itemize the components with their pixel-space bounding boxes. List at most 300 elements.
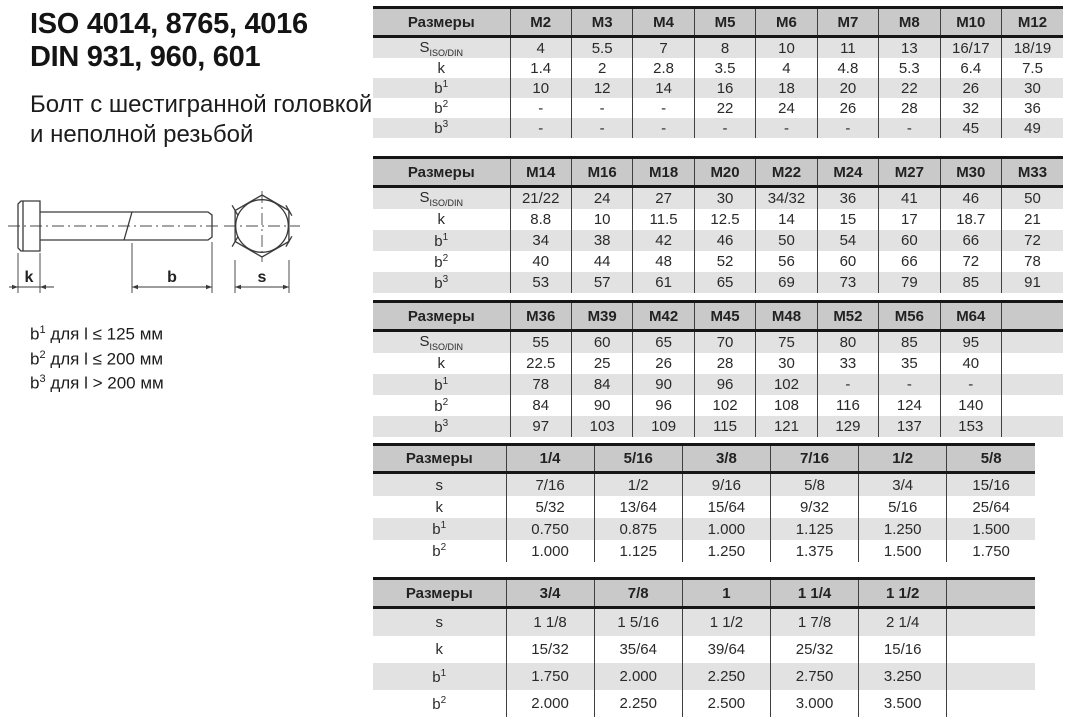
size-column-header: 3/8: [682, 445, 770, 473]
value-cell: 14: [756, 209, 817, 230]
table-row: [373, 496, 1035, 518]
size-column-header: M36: [510, 302, 571, 331]
value-cell: 34: [510, 230, 571, 251]
size-column-header: M33: [1017, 163, 1048, 181]
title-iso-line: ISO 4014, 8765, 4016: [30, 8, 308, 40]
dimension-k-label: k: [24, 269, 34, 286]
value-cell: 28: [879, 98, 940, 118]
value-cell: 116: [817, 395, 878, 416]
value-cell: 65: [633, 331, 694, 354]
row-label: $b^1$: [373, 78, 510, 98]
value-cell: 5/8: [770, 473, 858, 497]
dimension-b: [132, 242, 212, 293]
value-cell: -: [510, 118, 571, 138]
page-subtitle: [30, 90, 372, 150]
value-cell: 39/64: [682, 636, 770, 663]
row-label: $b^1$: [373, 374, 510, 395]
value-cell: 54: [817, 230, 878, 251]
value-cell: 109: [633, 416, 694, 437]
dimension-b-label: b: [167, 269, 177, 286]
value-cell: 96: [633, 395, 694, 416]
corner-header: Размеры: [373, 302, 510, 331]
value-cell: 52: [694, 251, 755, 272]
value-cell: 22: [879, 78, 940, 98]
value-cell: 42: [633, 230, 694, 251]
value-cell: 50: [756, 230, 817, 251]
value-cell: 78: [1024, 253, 1041, 270]
value-cell: 33: [817, 353, 878, 374]
size-column-header: 5/16: [594, 445, 682, 473]
value-cell: 84: [571, 374, 632, 395]
size-column-header: M30: [940, 158, 1001, 187]
table-row: [373, 374, 1063, 395]
value-cell: 48: [633, 251, 694, 272]
value-cell: 103: [571, 416, 632, 437]
value-cell: -: [817, 374, 878, 395]
value-cell: 1.250: [859, 518, 947, 540]
value-cell: 72: [1024, 232, 1041, 249]
value-cell: 80: [817, 331, 878, 354]
value-cell: 55: [510, 331, 571, 354]
value-cell: 3.250: [859, 663, 947, 690]
row-label: $b^1$: [373, 663, 506, 690]
thread-length-notes: [30, 320, 164, 394]
value-cell: 97: [510, 416, 571, 437]
row-label: $S_{ISO/DIN}$: [373, 37, 510, 59]
value-cell: 11: [817, 37, 878, 59]
value-cell: 13: [879, 37, 940, 59]
value-cell: -: [756, 118, 817, 138]
value-cell: -: [817, 118, 878, 138]
table-row: [373, 540, 1035, 562]
empty-column-header: [947, 579, 1035, 608]
value-cell: 10: [571, 209, 632, 230]
row-label: k: [373, 636, 506, 663]
dim-table-inch-large: [373, 577, 1035, 717]
value-cell: 7: [633, 37, 694, 59]
value-cell: 16: [694, 78, 755, 98]
value-cell: 73: [817, 272, 878, 293]
value-cell: 2.000: [594, 663, 682, 690]
dim-table-metric-m2-m12: [373, 6, 1063, 138]
size-column-header: M22: [756, 158, 817, 187]
table-row: [373, 416, 1063, 437]
row-label: $S_{ISO/DIN}$: [373, 187, 510, 210]
size-column-header: M39: [571, 302, 632, 331]
value-cell: 40: [940, 353, 1001, 374]
value-cell: 46: [940, 187, 1001, 210]
value-cell: -: [879, 374, 940, 395]
arrow-icon: [40, 285, 46, 290]
value-cell: 85: [940, 272, 1001, 293]
value-cell: 4.8: [817, 58, 878, 78]
value-cell: 4: [510, 37, 571, 59]
size-column-header: 5/8: [980, 450, 1002, 467]
note-b3: $b^3$ для l > 200 мм: [30, 373, 164, 393]
table-row: [373, 251, 1063, 272]
value-cell: 45: [940, 118, 1001, 138]
value-cell: 30: [1024, 79, 1041, 97]
row-label: $b^3$: [373, 272, 510, 293]
value-cell: 0.750: [506, 518, 594, 540]
table-row: [373, 230, 1063, 251]
value-cell: 38: [571, 230, 632, 251]
value-cell: 41: [879, 187, 940, 210]
table-row: [373, 473, 1035, 497]
size-column-header: 7/16: [770, 445, 858, 473]
value-cell: 57: [571, 272, 632, 293]
empty-cell: [1002, 374, 1064, 395]
size-column-header: M42: [633, 302, 694, 331]
value-cell: 12.5: [694, 209, 755, 230]
table-row: [373, 636, 1035, 663]
arrow-icon: [132, 285, 138, 290]
value-cell: 50: [1024, 190, 1041, 207]
value-cell: 1.000: [506, 540, 594, 562]
value-cell: 85: [879, 331, 940, 354]
value-cell: 10: [756, 37, 817, 59]
note-b1: $b^1$ для l ≤ 125 мм: [30, 324, 164, 344]
arrow-icon: [12, 285, 18, 290]
value-cell: 36: [1024, 99, 1041, 117]
row-label: k: [373, 496, 506, 518]
value-cell: 1.125: [594, 540, 682, 562]
value-cell: 17: [879, 209, 940, 230]
value-cell: 137: [879, 416, 940, 437]
row-label: k: [373, 209, 510, 230]
value-cell: 75: [756, 331, 817, 354]
value-cell: 16/17: [940, 37, 1001, 59]
value-cell: 90: [571, 395, 632, 416]
value-cell: 1 5/16: [594, 608, 682, 637]
value-cell: 1.750: [506, 663, 594, 690]
value-cell: 7/16: [506, 473, 594, 497]
value-cell: -: [694, 118, 755, 138]
value-cell: 26: [940, 78, 1001, 98]
value-cell: 18: [756, 78, 817, 98]
value-cell: 108: [756, 395, 817, 416]
value-cell: 5.5: [571, 37, 632, 59]
value-cell: 1.500: [859, 540, 947, 562]
value-cell: 35/64: [594, 636, 682, 663]
row-label: $b^2$: [373, 98, 510, 118]
row-label: $b^3$: [373, 118, 510, 138]
value-cell: 24: [571, 187, 632, 210]
dim-table-inch-small: [373, 443, 1035, 562]
value-cell: 8: [694, 37, 755, 59]
table-row: [373, 187, 1063, 210]
page-title: [30, 8, 308, 74]
corner-header: Размеры: [373, 579, 506, 608]
row-label: $b^2$: [373, 251, 510, 272]
value-cell: 5/16: [859, 496, 947, 518]
bolt-head-end-view: [224, 191, 300, 262]
value-cell: 3.5: [694, 58, 755, 78]
empty-cell: [1002, 395, 1064, 416]
size-column-header: M10: [940, 8, 1001, 37]
row-label: $b^2$: [373, 395, 510, 416]
value-cell: -: [510, 98, 571, 118]
table-row: [373, 690, 1035, 717]
row-label: $b^1$: [373, 230, 510, 251]
value-cell: 72: [940, 251, 1001, 272]
value-cell: 129: [817, 416, 878, 437]
value-cell: 20: [817, 78, 878, 98]
value-cell: 56: [756, 251, 817, 272]
value-cell: 1.375: [770, 540, 858, 562]
value-cell: 1.000: [682, 518, 770, 540]
value-cell: 24: [756, 98, 817, 118]
table-row: [373, 518, 1035, 540]
arrow-icon: [206, 285, 212, 290]
value-cell: 15/16: [859, 636, 947, 663]
value-cell: 12: [571, 78, 632, 98]
value-cell: 96: [694, 374, 755, 395]
value-cell: 1.750: [972, 542, 1010, 560]
value-cell: 2.8: [633, 58, 694, 78]
value-cell: 102: [756, 374, 817, 395]
value-cell: 153: [940, 416, 1001, 437]
value-cell: 1.250: [682, 540, 770, 562]
size-column-header: 1: [682, 579, 770, 608]
row-label: $b^2$: [373, 540, 506, 562]
empty-cell: [947, 636, 1035, 663]
size-column-header: M14: [510, 158, 571, 187]
value-cell: 1 1/2: [682, 608, 770, 637]
size-column-header: M3: [571, 8, 632, 37]
arrow-icon: [283, 285, 289, 290]
value-cell: 3.500: [859, 690, 947, 717]
value-cell: 2.250: [594, 690, 682, 717]
value-cell: 30: [694, 187, 755, 210]
value-cell: 84: [510, 395, 571, 416]
value-cell: 7.5: [1022, 59, 1043, 77]
value-cell: 60: [879, 230, 940, 251]
value-cell: 30: [756, 353, 817, 374]
header-row: [373, 8, 1063, 37]
value-cell: -: [571, 118, 632, 138]
table-row: [373, 608, 1035, 637]
value-cell: 3/4: [859, 473, 947, 497]
value-cell: 40: [510, 251, 571, 272]
value-cell: 21: [1024, 211, 1041, 228]
value-cell: 53: [510, 272, 571, 293]
size-column-header: M7: [817, 8, 878, 37]
value-cell: 78: [510, 374, 571, 395]
value-cell: -: [571, 98, 632, 118]
value-cell: 5/32: [506, 496, 594, 518]
value-cell: 18/19: [1013, 39, 1052, 57]
value-cell: 46: [694, 230, 755, 251]
table-row: [373, 663, 1035, 690]
subtitle-line-1: Болт с шестигранной головкой: [30, 91, 373, 118]
value-cell: 36: [817, 187, 878, 210]
table-row: [373, 98, 1063, 118]
value-cell: 10: [510, 78, 571, 98]
note-b2: $b^2$ для l ≤ 200 мм: [30, 348, 164, 369]
value-cell: 1.4: [510, 58, 571, 78]
size-column-header: M16: [571, 158, 632, 187]
empty-cell: [1002, 353, 1064, 374]
value-cell: 13/64: [594, 496, 682, 518]
table-row: [373, 272, 1063, 293]
empty-column-header: [1002, 302, 1064, 331]
value-cell: 27: [633, 187, 694, 210]
value-cell: 91: [1024, 274, 1041, 291]
size-column-header: M8: [879, 8, 940, 37]
row-label: $b^1$: [373, 518, 506, 540]
value-cell: 5.3: [879, 58, 940, 78]
value-cell: 1/2: [594, 473, 682, 497]
value-cell: 1 7/8: [770, 608, 858, 637]
value-cell: 26: [633, 353, 694, 374]
value-cell: 14: [633, 78, 694, 98]
title-din-line: DIN 931, 960, 601: [30, 41, 261, 73]
corner-header: Размеры: [373, 8, 510, 37]
value-cell: 3.000: [770, 690, 858, 717]
dimension-k: [9, 253, 54, 293]
size-column-header: M48: [756, 302, 817, 331]
value-cell: 26: [817, 98, 878, 118]
size-column-header: M52: [817, 302, 878, 331]
table-row: [373, 209, 1063, 230]
value-cell: 25/64: [972, 498, 1010, 516]
subtitle-line-2: и неполной резьбой: [30, 121, 254, 148]
empty-cell: [1002, 416, 1064, 437]
value-cell: 60: [571, 331, 632, 354]
size-column-header: 3/4: [506, 579, 594, 608]
header-row: [373, 445, 1035, 473]
size-column-header: M56: [879, 302, 940, 331]
value-cell: 121: [756, 416, 817, 437]
value-cell: 1.125: [770, 518, 858, 540]
value-cell: 115: [694, 416, 755, 437]
dimension-s: [235, 260, 289, 293]
value-cell: 61: [633, 272, 694, 293]
header-row: [373, 579, 1035, 608]
value-cell: 28: [694, 353, 755, 374]
size-column-header: M6: [756, 8, 817, 37]
value-cell: 18.7: [940, 209, 1001, 230]
value-cell: 69: [756, 272, 817, 293]
value-cell: 2.250: [682, 663, 770, 690]
row-label: $S_{ISO/DIN}$: [373, 331, 510, 354]
table-row: [373, 353, 1063, 374]
size-column-header: M2: [510, 8, 571, 37]
size-column-header: M24: [817, 158, 878, 187]
value-cell: 11.5: [633, 209, 694, 230]
value-cell: 1 1/8: [506, 608, 594, 637]
row-label: k: [373, 58, 510, 78]
table-row: [373, 37, 1063, 59]
bolt-technical-drawing: [8, 190, 318, 305]
value-cell: 9/32: [770, 496, 858, 518]
empty-cell: [947, 690, 1035, 717]
value-cell: 2.500: [682, 690, 770, 717]
value-cell: 22: [694, 98, 755, 118]
value-cell: 44: [571, 251, 632, 272]
size-column-header: M20: [694, 158, 755, 187]
left-panel: [0, 0, 372, 720]
value-cell: 22.5: [510, 353, 571, 374]
empty-cell: [947, 663, 1035, 690]
value-cell: 21/22: [510, 187, 571, 210]
value-cell: 70: [694, 331, 755, 354]
row-label: s: [373, 608, 506, 637]
value-cell: 79: [879, 272, 940, 293]
value-cell: 102: [694, 395, 755, 416]
value-cell: 15/16: [972, 476, 1010, 494]
value-cell: -: [940, 374, 1001, 395]
value-cell: 1.500: [972, 520, 1010, 538]
value-cell: 0.875: [594, 518, 682, 540]
value-cell: 140: [940, 395, 1001, 416]
size-column-header: M4: [633, 8, 694, 37]
value-cell: 65: [694, 272, 755, 293]
header-row: [373, 158, 1063, 187]
table-row: [373, 395, 1063, 416]
value-cell: 35: [879, 353, 940, 374]
value-cell: 66: [940, 230, 1001, 251]
size-column-header: 1/4: [506, 445, 594, 473]
value-cell: 6.4: [940, 58, 1001, 78]
size-column-header: 7/8: [594, 579, 682, 608]
row-label: $b^2$: [373, 690, 506, 717]
value-cell: 60: [817, 251, 878, 272]
size-column-header: M18: [633, 158, 694, 187]
value-cell: 34/32: [756, 187, 817, 210]
size-column-header: M5: [694, 8, 755, 37]
value-cell: 95: [940, 331, 1001, 354]
corner-header: Размеры: [373, 445, 506, 473]
value-cell: 25: [571, 353, 632, 374]
row-label: k: [373, 353, 510, 374]
arrow-icon: [235, 285, 241, 290]
value-cell: 15: [817, 209, 878, 230]
size-column-header: M45: [694, 302, 755, 331]
value-cell: -: [879, 118, 940, 138]
value-cell: -: [633, 118, 694, 138]
row-label: s: [373, 473, 506, 497]
corner-header: Размеры: [373, 158, 510, 187]
value-cell: 15/32: [506, 636, 594, 663]
value-cell: 66: [879, 251, 940, 272]
size-column-header: 1 1/2: [859, 579, 947, 608]
row-label: $b^3$: [373, 416, 510, 437]
table-row: [373, 58, 1063, 78]
dimension-s-label: s: [257, 269, 267, 286]
value-cell: 25/32: [770, 636, 858, 663]
dim-table-metric-m36-m64: [373, 300, 1063, 437]
size-column-header: M12: [1017, 13, 1048, 31]
value-cell: 8.8: [510, 209, 571, 230]
empty-cell: [1002, 331, 1064, 354]
value-cell: 2: [571, 58, 632, 78]
table-row: [373, 78, 1063, 98]
size-column-header: M64: [940, 302, 1001, 331]
size-column-header: M27: [879, 158, 940, 187]
value-cell: 124: [879, 395, 940, 416]
value-cell: 49: [1024, 119, 1041, 137]
value-cell: -: [633, 98, 694, 118]
value-cell: 2 1/4: [859, 608, 947, 637]
value-cell: 90: [633, 374, 694, 395]
size-column-header: 1 1/4: [770, 579, 858, 608]
value-cell: 2.000: [506, 690, 594, 717]
empty-cell: [947, 608, 1035, 637]
header-row: [373, 302, 1063, 331]
value-cell: 15/64: [682, 496, 770, 518]
